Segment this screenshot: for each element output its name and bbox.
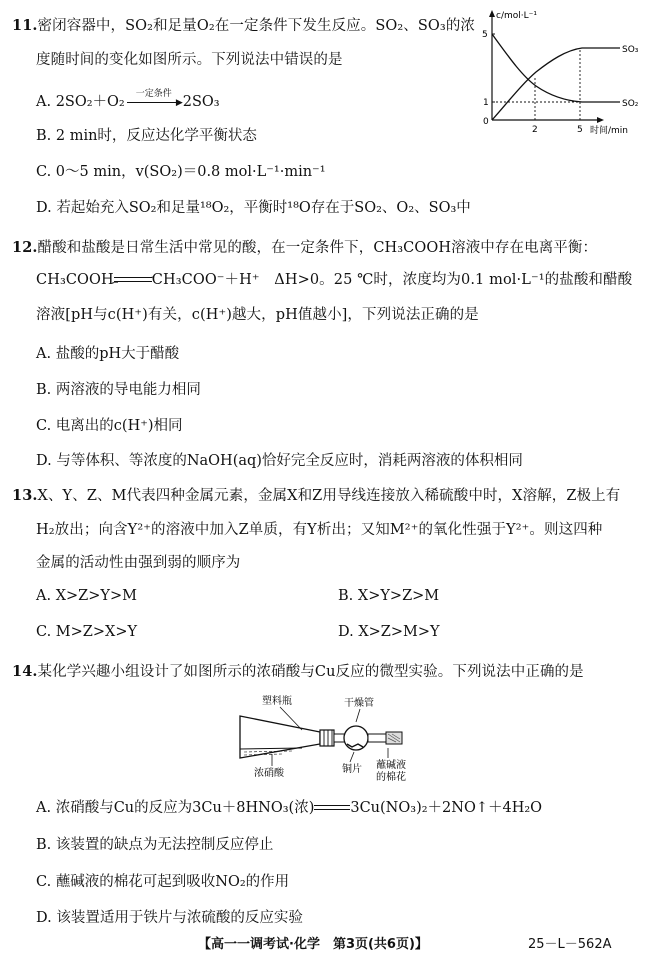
q11-stem-line2: 度随时间的变化如图所示。下列说法中错误的是 (36, 52, 343, 68)
page-footer: 【高一一调考试·化学 第3页(共6页)】 (198, 937, 428, 952)
x-tick-5: 5 (577, 125, 583, 135)
q13-stem-line1 (12, 484, 620, 505)
label-cotton-line1: 蘸碱液 (376, 760, 406, 771)
q11-stem-line1 (12, 14, 475, 35)
q12-ionization: CH₃COO⁻＋H⁺ ΔH>0。25 ℃时，浓度均为0.1 mol·L⁻¹的盐酸和醋酸 (151, 272, 633, 288)
q11-option-a (36, 90, 220, 111)
q14-option-b: B. 该装置的缺点为无法控制反应停止 (36, 837, 274, 853)
q12-option-b: B. 两溶液的导电能力相同 (36, 382, 201, 398)
q11-option-c: C. 0～5 min，v(SO₂)＝0.8 mol·L⁻¹·min⁻¹ (36, 164, 326, 180)
q11-option-b: B. 2 min时，反应达化学平衡状态 (36, 128, 257, 144)
x-tick-2: 2 (532, 125, 538, 135)
q11-number: 11. (12, 17, 38, 34)
q14-option-a (36, 796, 542, 817)
equilibrium-arrow: ⇀ ↽ (111, 273, 154, 287)
q14-stem-text1: 某化学兴趣小组设计了如图所示的浓硝酸与Cu反应的微型实验。下列说法中正确的是 (37, 664, 584, 680)
label-drying-tube: 干燥管 (344, 698, 374, 709)
x-axis-label: 时间/min (590, 126, 629, 136)
reaction-condition: 一定条件 (135, 89, 172, 99)
equals-arrow (314, 802, 350, 814)
q12-stem-line3: 溶液[pH与c(H⁺)有关，c(H⁺)越大，pH值越小]，下列说法正确的是 (36, 307, 479, 323)
label-plastic-bottle: 塑料瓶 (262, 696, 292, 707)
q13-stem-line3: 金属的活动性由强到弱的顺序为 (36, 555, 241, 571)
q12-option-d: D. 与等体积、等浓度的NaOH(aq)恰好完全反应时，消耗两溶液的体积相同 (36, 453, 523, 469)
so3-label: SO₃ (622, 45, 639, 55)
q13-option-b: B. X>Y>Z>M (338, 588, 440, 604)
so2-curve (492, 34, 620, 102)
y-tick-5: 5 (482, 30, 488, 40)
label-conc-nitric-acid: 浓硝酸 (254, 768, 284, 779)
x-axis-arrow (597, 117, 604, 123)
q14-apparatus-figure (232, 692, 432, 784)
q13-stem-line2: H₂放出；向含Y²⁺的溶液中加入Z单质，有Y析出；又知M²⁺的氧化性强于Y²⁺。则这四种 (36, 522, 603, 538)
q12-stem-text1: 醋酸和盐酸是日常生活中常见的酸，在一定条件下，CH₃COOH溶液中存在电离平衡： (37, 240, 598, 256)
q14-option-a-reactants: A. 浓硝酸与Cu的反应为3Cu＋8HNO₃(浓) (36, 800, 315, 816)
q12-stem-line2 (36, 268, 632, 289)
q11-concentration-graph (470, 6, 645, 138)
label-copper: 铜片 (342, 764, 362, 775)
q12-option-c: C. 电离出的c(H⁺)相同 (36, 418, 183, 434)
y-axis-label: c/mol·L⁻¹ (496, 11, 537, 21)
so3-curve (492, 48, 620, 120)
q12-option-a: A. 盐酸的pH大于醋酸 (36, 346, 180, 362)
q11-option-a-product: 2SO₃ (182, 94, 220, 110)
q14-number: 14. (12, 663, 38, 680)
q12-acetic-acid: CH₃COOH (36, 272, 114, 288)
q13-option-a: A. X>Z>Y>M (36, 588, 137, 604)
label-cotton-line2: 的棉花 (376, 772, 406, 783)
reaction-arrow: 一定条件 ▶ (125, 95, 183, 109)
so2-label: SO₂ (622, 99, 639, 109)
paper-code: 25－L－562A (528, 937, 612, 952)
q12-stem-line1 (12, 236, 597, 257)
q11-option-d: D. 若起始充入SO₂和足量¹⁸O₂，平衡时¹⁸O存在于SO₂、O₂、SO₃中 (36, 200, 471, 216)
q12-number: 12. (12, 239, 38, 256)
drying-tube-bulb (344, 726, 368, 750)
y-tick-0: 0 (483, 117, 489, 127)
q13-number: 13. (12, 487, 38, 504)
q14-stem-line1 (12, 660, 584, 681)
q11-option-a-reactants: A. 2SO₂＋O₂ (36, 94, 125, 110)
plastic-bottle (240, 716, 320, 758)
q13-option-c: C. M>Z>X>Y (36, 624, 138, 640)
q13-option-d: D. X>Z>M>Y (338, 624, 440, 640)
q13-stem-text1: X、Y、Z、M代表四种金属元素，金属X和Z用导线连接放入稀硫酸中时，X溶解，Z极上有 (37, 488, 621, 504)
y-axis-arrow (489, 10, 495, 17)
q11-stem-text1: 密闭容器中，SO₂和足量O₂在一定条件下发生反应。SO₂、SO₃的浓 (37, 18, 476, 34)
y-tick-1: 1 (483, 98, 489, 108)
outlet-tube (368, 734, 386, 742)
q14-option-d: D. 该装置适用于铁片与浓硫酸的反应实验 (36, 910, 303, 926)
q14-option-a-products: 3Cu(NO₃)₂＋2NO↑＋4H₂O (350, 800, 543, 816)
q14-option-c: C. 蘸碱液的棉花可起到吸收NO₂的作用 (36, 874, 290, 890)
